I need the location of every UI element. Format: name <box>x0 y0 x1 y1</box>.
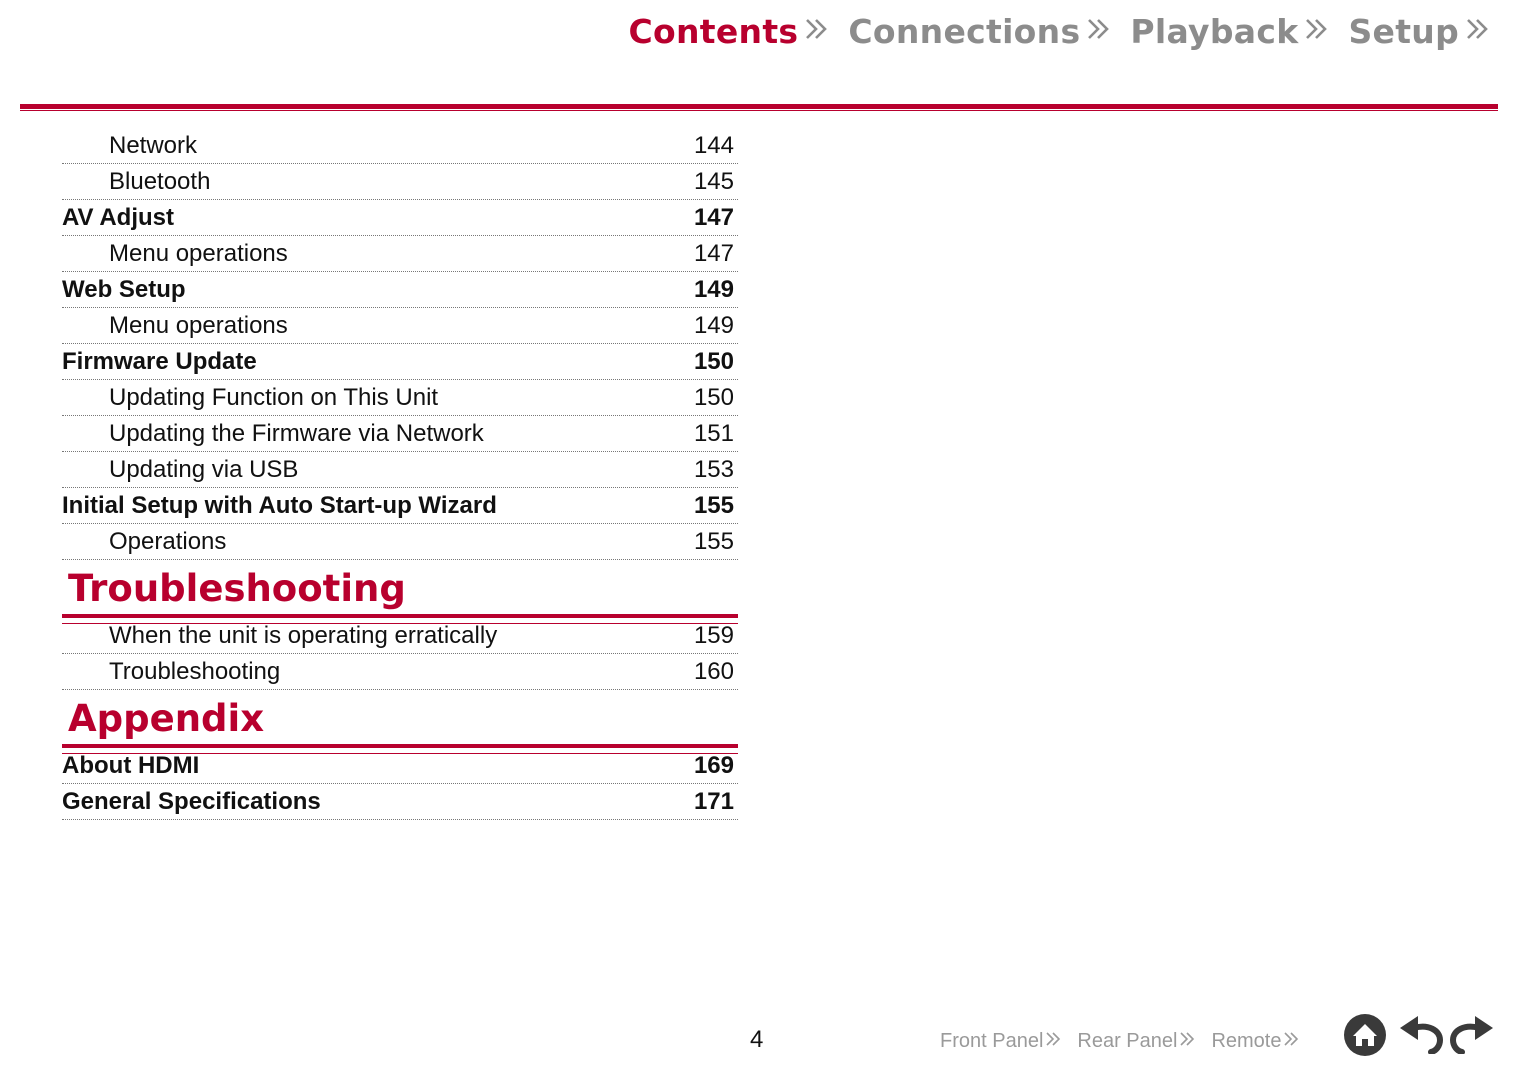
toc-entry-title: Firmware Update <box>62 348 257 375</box>
toc-entry-page: 171 <box>693 788 734 815</box>
toc-entry-title: Updating via USB <box>109 456 299 483</box>
rear-panel-link[interactable] <box>1077 1030 1195 1053</box>
toc-entry[interactable] <box>62 308 738 344</box>
toc-entry-page: 151 <box>693 420 734 447</box>
toc-group-appendix <box>62 748 738 820</box>
toc-entry-page: 145 <box>693 168 734 195</box>
toc-entry-title: General Specifications <box>62 788 321 815</box>
toc-entry-title: Initial Setup with Auto Start-up Wizard <box>62 492 497 519</box>
toc-entry-page: 155 <box>693 492 734 519</box>
tab-playback[interactable] <box>1130 12 1330 51</box>
toc-entry-page: 150 <box>693 384 734 411</box>
forward-arrow-icon[interactable] <box>1449 1014 1495 1059</box>
toc-group-setup <box>62 128 738 560</box>
toc-entry-title: Bluetooth <box>109 168 211 195</box>
toc-entry-page: 169 <box>693 752 734 779</box>
toc-entry[interactable] <box>62 618 738 654</box>
double-chevron-right-icon <box>1283 1031 1299 1052</box>
toc-entry-page: 147 <box>693 240 734 267</box>
toc-entry-page: 147 <box>693 204 734 231</box>
remote-link[interactable] <box>1211 1030 1299 1053</box>
top-navigation <box>611 12 1491 51</box>
toc-entry[interactable] <box>62 128 738 164</box>
tab-connections[interactable] <box>848 12 1112 51</box>
tab-setup[interactable] <box>1348 12 1491 51</box>
double-chevron-right-icon <box>1179 1031 1195 1052</box>
toc-entry[interactable] <box>62 416 738 452</box>
double-chevron-right-icon <box>1086 17 1112 46</box>
toc-entry-page: 153 <box>693 456 734 483</box>
toc-entry-title: Troubleshooting <box>109 658 281 685</box>
toc-entry[interactable] <box>62 344 738 380</box>
toc-entry[interactable] <box>62 524 738 560</box>
toc-entry[interactable] <box>62 164 738 200</box>
toc-entry[interactable] <box>62 236 738 272</box>
section-title: Troubleshooting <box>68 567 406 610</box>
toc-entry-page: 160 <box>693 658 734 685</box>
toc-entry-title: AV Adjust <box>62 204 174 231</box>
tab-setup-label: Setup <box>1348 12 1459 51</box>
header-divider-thin <box>20 110 1498 111</box>
toc-entry[interactable] <box>62 452 738 488</box>
toc-entry-page: 155 <box>693 528 734 555</box>
double-chevron-right-icon <box>1304 17 1330 46</box>
header-divider <box>20 104 1498 109</box>
toc-entry[interactable] <box>62 272 738 308</box>
toc-entry[interactable] <box>62 488 738 524</box>
table-of-contents <box>62 128 738 820</box>
toc-entry-title: About HDMI <box>62 752 200 779</box>
footer-navigation <box>940 1030 1315 1053</box>
tab-playback-label: Playback <box>1130 12 1299 51</box>
toc-entry[interactable] <box>62 784 738 820</box>
toc-entry[interactable] <box>62 200 738 236</box>
toc-entry-title: Web Setup <box>62 276 186 303</box>
front-panel-label: Front Panel <box>940 1030 1044 1052</box>
section-heading-appendix <box>62 690 738 748</box>
toc-entry-page: 149 <box>693 276 734 303</box>
toc-entry-title: When the unit is operating erratically <box>109 622 498 649</box>
toc-entry-page: 150 <box>693 348 734 375</box>
tab-contents[interactable] <box>629 12 831 51</box>
remote-label: Remote <box>1211 1030 1282 1052</box>
toc-entry-title: Menu operations <box>109 240 288 267</box>
back-arrow-icon[interactable] <box>1398 1014 1444 1059</box>
rear-panel-label: Rear Panel <box>1077 1030 1178 1052</box>
toc-entry-title: Updating the Firmware via Network <box>109 420 484 447</box>
toc-entry-title: Updating Function on This Unit <box>109 384 439 411</box>
toc-entry[interactable] <box>62 748 738 784</box>
front-panel-link[interactable] <box>940 1030 1061 1053</box>
toc-entry-title: Operations <box>109 528 227 555</box>
tab-connections-label: Connections <box>848 12 1081 51</box>
toc-entry-title: Network <box>109 132 198 159</box>
toc-entry-page: 149 <box>693 312 734 339</box>
double-chevron-right-icon <box>1465 17 1491 46</box>
toc-entry-title: Menu operations <box>109 312 288 339</box>
double-chevron-right-icon <box>804 17 830 46</box>
toc-group-troubleshooting <box>62 618 738 690</box>
section-heading-troubleshooting <box>62 560 738 618</box>
home-icon[interactable] <box>1343 1013 1387 1062</box>
toc-entry[interactable] <box>62 380 738 416</box>
toc-entry-page: 144 <box>693 132 734 159</box>
toc-entry-page: 159 <box>693 622 734 649</box>
page-number: 4 <box>750 1026 764 1053</box>
toc-entry[interactable] <box>62 654 738 690</box>
tab-contents-label: Contents <box>628 12 799 51</box>
section-title: Appendix <box>68 697 265 740</box>
double-chevron-right-icon <box>1045 1031 1061 1052</box>
